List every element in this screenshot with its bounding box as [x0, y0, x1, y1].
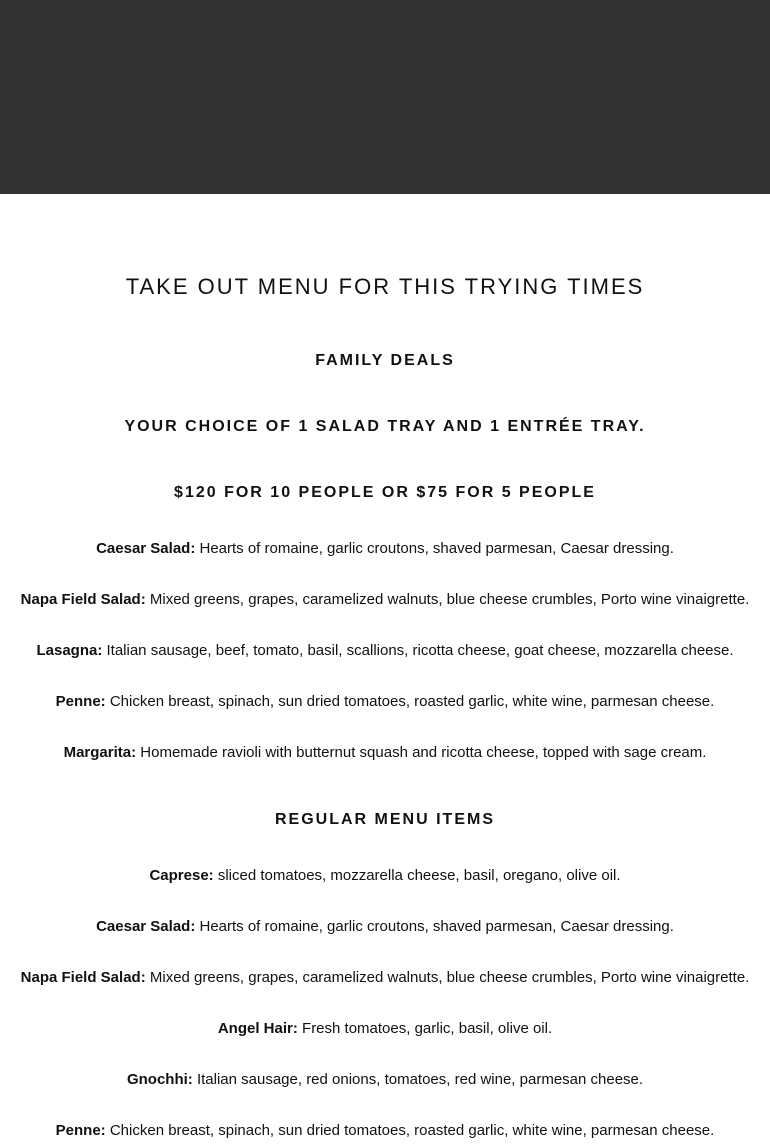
list-item [0, 693, 770, 710]
regular-menu-heading: REGULAR MENU ITEMS [275, 811, 495, 828]
item-description: Chicken breast, spinach, sun dried tomatoes, roasted garlic, white wine, parmesan cheese. [105, 1122, 715, 1139]
hero-banner [0, 0, 770, 194]
item-name: Penne: [55, 1122, 106, 1139]
family-deals-price: $120 FOR 10 PEOPLE OR $75 FOR 5 PEOPLE [174, 484, 596, 501]
item-description: sliced tomatoes, mozzarella cheese, basil, oregano, olive oil. [213, 867, 621, 884]
list-item [0, 540, 770, 557]
item-name: Angel Hair: [217, 1020, 298, 1037]
item-description: Chicken breast, spinach, sun dried tomatoes, roasted garlic, white wine, parmesan cheese. [105, 693, 715, 710]
list-item [0, 969, 770, 986]
page-title: TAKE OUT MENU FOR THIS TRYING TIMES [125, 274, 645, 299]
list-item [0, 642, 770, 659]
item-description: Italian sausage, beef, tomato, basil, scallions, ricotta cheese, goat cheese, mozzarella cheese. [102, 642, 734, 659]
item-name: Lasagna: [36, 642, 103, 659]
item-name: Napa Field Salad: [20, 591, 146, 608]
list-item [0, 1122, 770, 1139]
item-description: Homemade ravioli with butternut squash and ricotta cheese, topped with sage cream. [136, 744, 707, 761]
list-item [0, 591, 770, 608]
item-description: Mixed greens, grapes, caramelized walnuts, blue cheese crumbles, Porto wine vinaigrette. [145, 969, 750, 986]
item-name: Margarita: [63, 744, 137, 761]
family-deals-subheading: YOUR CHOICE OF 1 SALAD TRAY AND 1 ENTRÉE TRAY. [124, 418, 646, 435]
list-item [0, 1071, 770, 1088]
item-description: Hearts of romaine, garlic croutons, shaved parmesan, Caesar dressing. [195, 918, 674, 935]
item-description: Italian sausage, red onions, tomatoes, red wine, parmesan cheese. [192, 1071, 644, 1088]
item-name: Penne: [55, 693, 106, 710]
list-item [0, 867, 770, 884]
item-name: Gnochhi: [126, 1071, 193, 1088]
item-name: Caprese: [149, 867, 214, 884]
item-name: Caesar Salad: [96, 918, 196, 935]
item-name: Napa Field Salad: [20, 969, 146, 986]
item-description: Hearts of romaine, garlic croutons, shaved parmesan, Caesar dressing. [195, 540, 674, 557]
family-deals-heading: FAMILY DEALS [315, 352, 455, 369]
list-item [0, 918, 770, 935]
item-description: Mixed greens, grapes, caramelized walnuts, blue cheese crumbles, Porto wine vinaigrette. [145, 591, 750, 608]
item-description: Fresh tomatoes, garlic, basil, olive oil. [297, 1020, 553, 1037]
list-item [0, 1020, 770, 1037]
item-name: Caesar Salad: [96, 540, 196, 557]
list-item [0, 744, 770, 761]
